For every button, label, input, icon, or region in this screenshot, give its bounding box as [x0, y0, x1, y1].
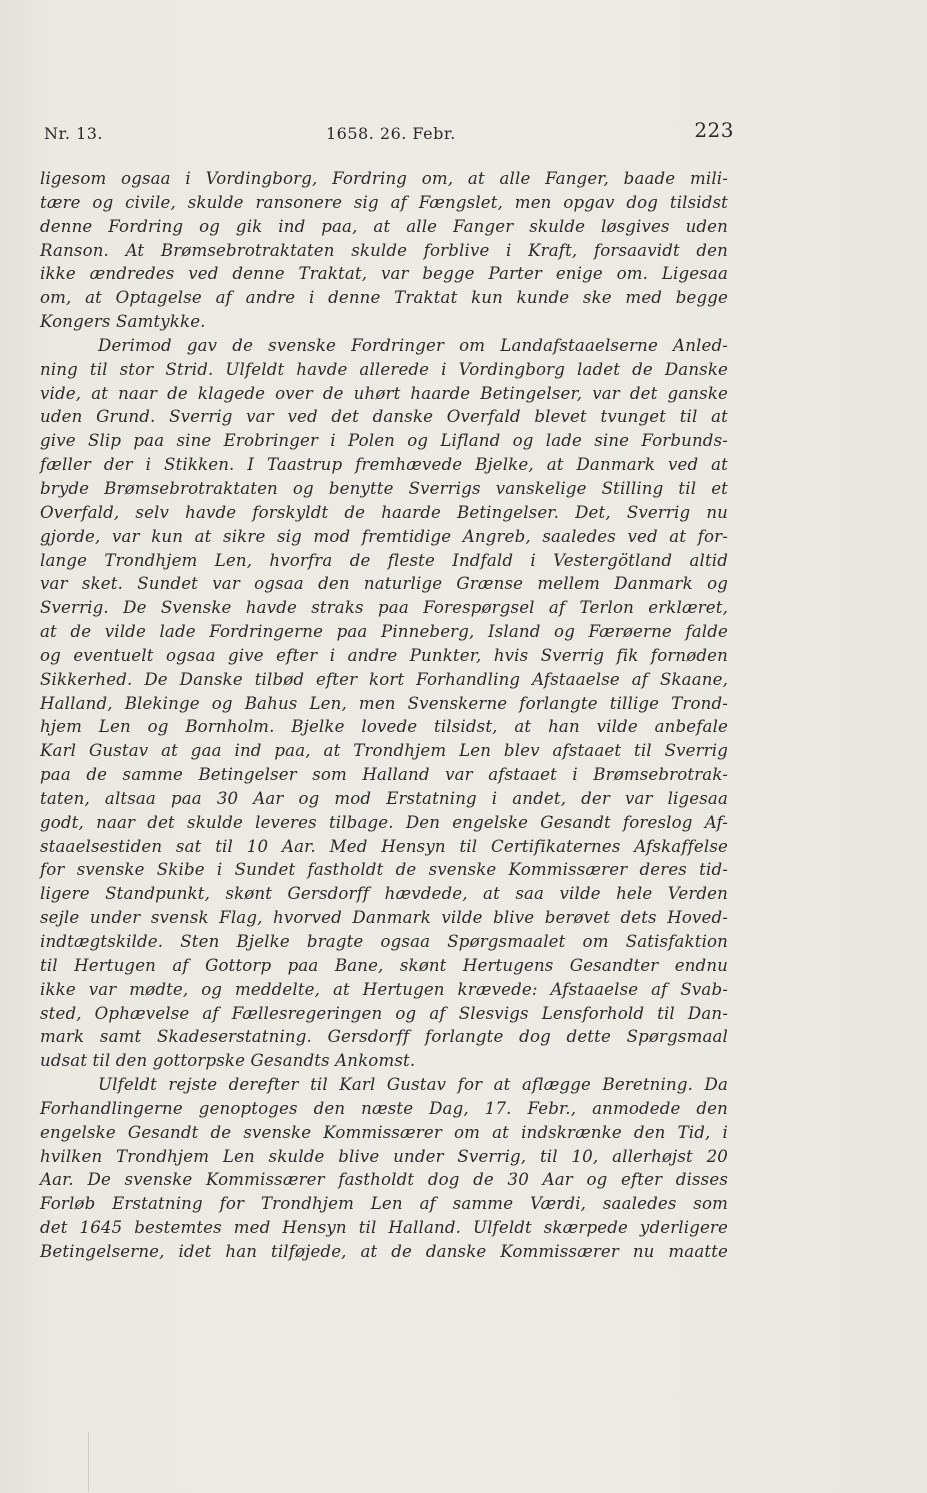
text-line: Kongers Samtykke.: [40, 312, 206, 332]
text-line: paa de samme Betingelser som Halland var afstaaet i Brømsebrotrak-: [40, 765, 728, 785]
text-line: sted, Ophævelse af Fællesregeringen og af Slesvigs Lensforhold til Dan-: [40, 1003, 728, 1023]
text-line: mark samt Skadeserstatning. Gersdorff forlangte dog dette Spørgsmaal: [40, 1027, 728, 1047]
text-line: det 1645 bestemtes med Hensyn til Halland. Ulfeldt skærpede yderligere: [40, 1218, 728, 1238]
text-line: Ulfeldt rejste derefter til Karl Gustav for at aflægge Beretning. Da: [98, 1075, 728, 1095]
text-line: at de vilde lade Fordringerne paa Pinneberg, Island og Færøerne falde: [40, 622, 728, 642]
text-line: vide, at naar de klagede over de uhørt haarde Betingelser, var det ganske: [40, 383, 728, 403]
text-line: fæller der i Stikken. I Taastrup fremhævede Bjelke, at Danmark ved at: [40, 455, 728, 475]
text-line: ning til stor Strid. Ulfeldt havde allerede i Vordingborg ladet de Danske: [40, 359, 728, 379]
text-line: denne Fordring og gik ind paa, at alle Fanger skulde løsgives uden: [40, 216, 728, 236]
text-line: var sket. Sundet var ogsaa den naturlige Grænse mellem Danmark og: [40, 574, 728, 594]
text-line: Derimod gav de svenske Fordringer om Landafstaaelserne Anled-: [98, 335, 728, 355]
text-line: Sverrig. De Svenske havde straks paa Forespørgsel af Terlon erklæret,: [40, 598, 728, 618]
text-line: Karl Gustav at gaa ind paa, at Trondhjem Len blev afstaaet til Sverrig: [40, 741, 728, 761]
text-line: og eventuelt ogsaa give efter i andre Punkter, hvis Sverrig fik fornøden: [40, 645, 728, 665]
text-line: sejle under svensk Flag, hvorved Danmark vilde blive berøvet dets Hoved-: [40, 908, 728, 928]
text-line: tære og civile, skulde ransonere sig af Fængslet, men opgav dog tilsidst: [40, 192, 728, 212]
text-line: Forhandlingerne genoptoges den næste Dag, 17. Febr., anmodede den: [40, 1098, 728, 1118]
text-line: lange Trondhjem Len, hvorfra de fleste Indfald i Vestergötland altid: [40, 550, 728, 570]
text-line: Forløb Erstatning for Trondhjem Len af samme Værdi, saaledes som: [40, 1194, 728, 1214]
text-line: indtægtskilde. Sten Bjelke bragte ogsaa Spørgsmaalet om Satisfaktion: [40, 932, 728, 951]
text-line: Overfald, selv havde forskyldt de haarde Betingelser. Det, Sverrig nu: [40, 502, 728, 522]
body-text: [40, 167, 728, 1264]
text-line: staaelsestiden sat til 10 Aar. Med Hensyn til Certifikaternes Afskaffelse: [40, 836, 728, 856]
text-line: ligesom ogsaa i Vordingborg, Fordring om, at alle Fanger, baade mili-: [40, 169, 728, 188]
text-line: udsat til den gottorpske Gesandts Ankomst.: [40, 1051, 416, 1071]
margin-rule: [88, 1432, 89, 1492]
text-line: hvilken Trondhjem Len skulde blive under Sverrig, til 10, allerhøjst 20: [40, 1146, 728, 1166]
text-line: taten, altsaa paa 30 Aar og mod Erstatning i andet, der var ligesaa: [40, 788, 728, 808]
text-line: gjorde, var kun at sikre sig mod fremtidige Angreb, saaledes ved at for-: [40, 526, 728, 546]
text-line: godt, naar det skulde leveres tilbage. Den engelske Gesandt foreslog Af-: [40, 812, 728, 832]
text-line: give Slip paa sine Erobringer i Polen og Lifland og lade sine Forbunds-: [40, 431, 728, 451]
text-line: Sikkerhed. De Danske tilbød efter kort Forhandling Afstaaelse af Skaane,: [40, 669, 728, 689]
text-line: engelske Gesandt de svenske Kommissærer om at indskrænke den Tid, i: [40, 1122, 728, 1142]
text-line: til Hertugen af Gottorp paa Bane, skønt Hertugens Gesandter endnu: [40, 955, 728, 975]
text-line: for svenske Skibe i Sundet fastholdt de svenske Kommissærer deres tid-: [40, 860, 728, 880]
text-line: Aar. De svenske Kommissærer fastholdt dog de 30 Aar og efter disses: [40, 1170, 728, 1190]
header-date: 1658. 26. Febr.: [326, 124, 456, 143]
document-number: Nr. 13.: [44, 124, 104, 143]
page-number: 223: [694, 118, 734, 142]
text-line: Halland, Blekinge og Bahus Len, men Svenskerne forlangte tillige Trond-: [40, 693, 728, 713]
text-line: ikke var mødte, og meddelte, at Hertugen krævede: Afstaaelse af Svab-: [40, 979, 728, 999]
text-line: hjem Len og Bornholm. Bjelke lovede tilsidst, at han vilde anbefale: [40, 717, 728, 737]
text-line: ligere Standpunkt, skønt Gersdorff hævdede, at saa vilde hele Verden: [40, 884, 728, 904]
running-header: [44, 118, 734, 148]
text-line: Ranson. At Brømsebrotraktaten skulde forblive i Kraft, forsaavidt den: [40, 240, 728, 260]
text-line: uden Grund. Sverrig var ved det danske Overfald blevet tvunget til at: [40, 407, 728, 427]
text-line: ikke ændredes ved denne Traktat, var begge Parter enige om. Ligesaa: [40, 264, 728, 284]
text-line: bryde Brømsebrotraktaten og benytte Sverrigs vanskelige Stilling til et: [40, 478, 728, 498]
text-line: Betingelserne, idet han tilføjede, at de danske Kommissærer nu maatte: [40, 1241, 728, 1261]
text-line: om, at Optagelse af andre i denne Traktat kun kunde ske med begge: [40, 288, 728, 308]
